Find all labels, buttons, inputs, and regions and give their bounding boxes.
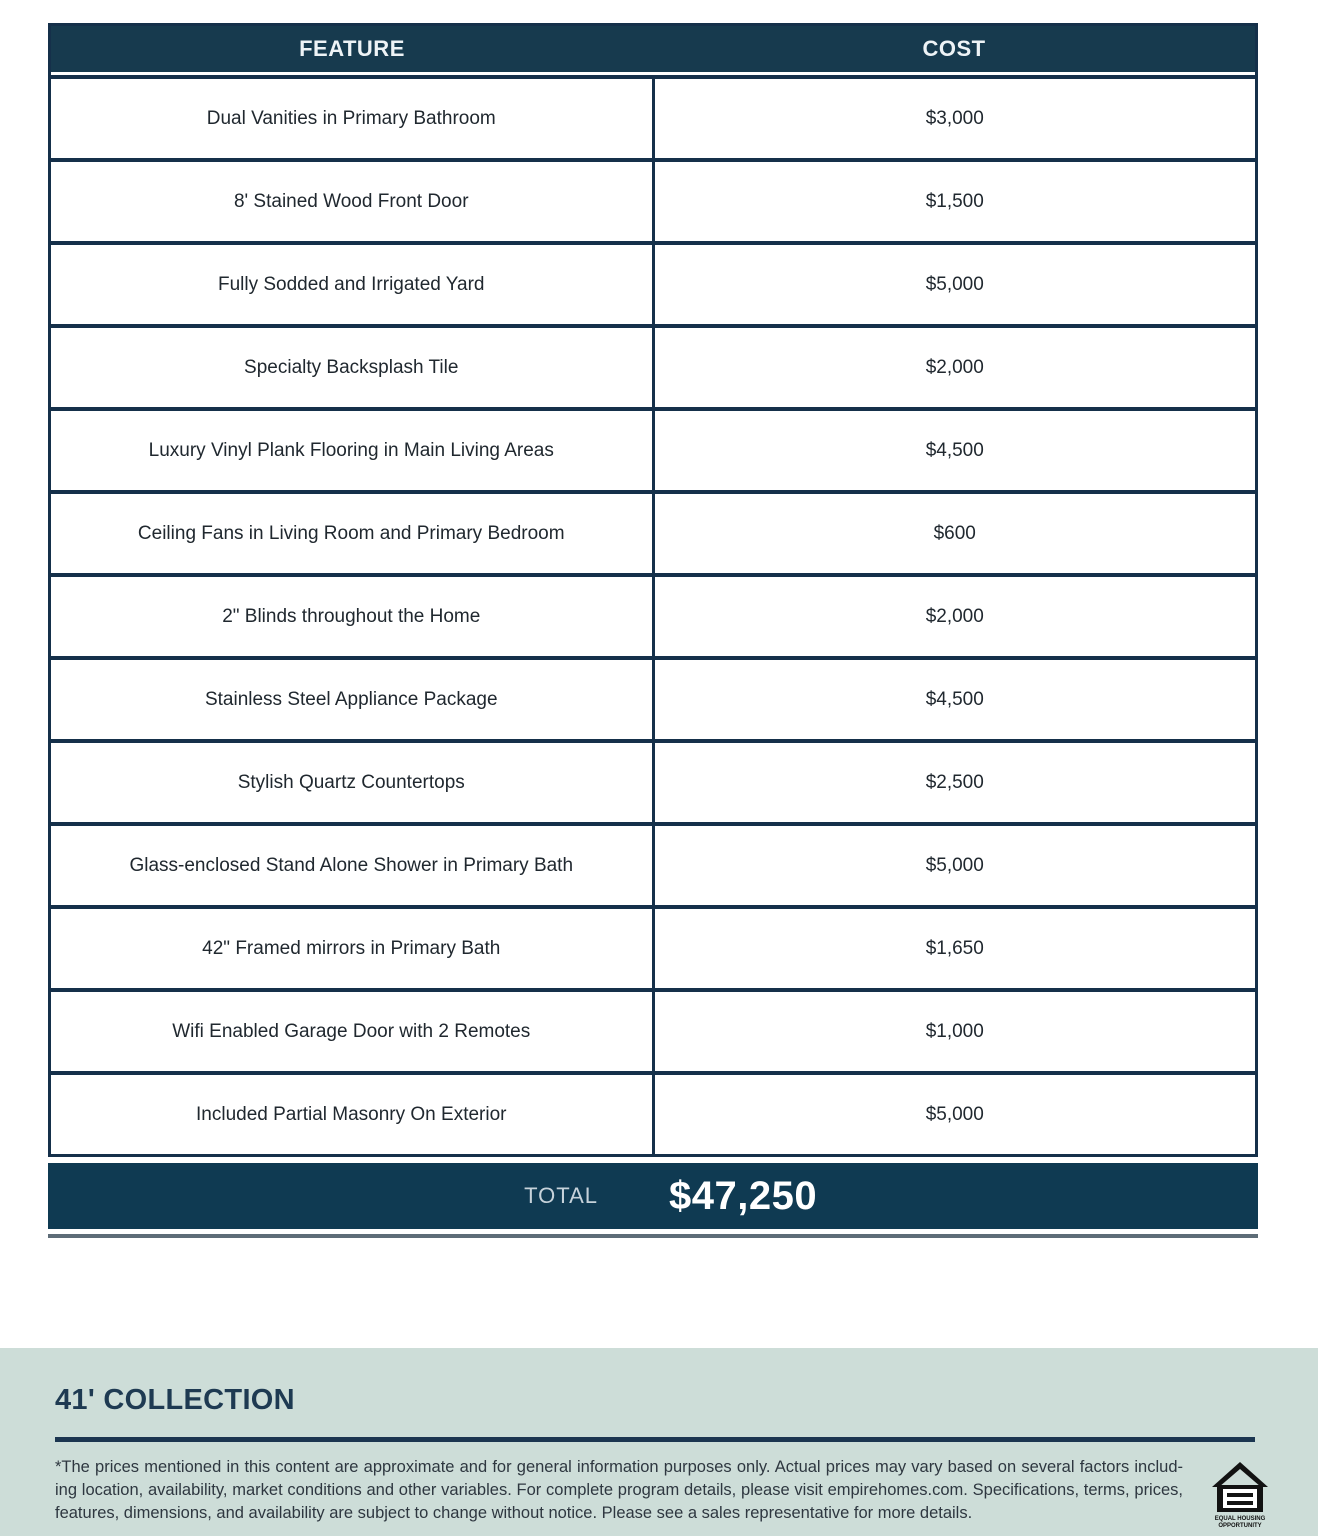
pricing-table	[48, 23, 1258, 1157]
feature-cell: Ceiling Fans in Living Room and Primary Bedroom	[51, 494, 655, 573]
table-row	[51, 905, 1255, 988]
cost-cell: $1,500	[925, 190, 984, 212]
feature-cell: Dual Vanities in Primary Bathroom	[51, 79, 655, 158]
feature-cell: 42" Framed mirrors in Primary Bath	[51, 909, 655, 988]
cost-cell: $2,500	[925, 771, 984, 793]
equal-housing-icon	[1212, 1462, 1268, 1530]
table-row	[51, 241, 1255, 324]
cost-cell: $1,000	[925, 1020, 984, 1042]
equal-housing-logo	[1212, 1462, 1268, 1530]
table-row	[51, 490, 1255, 573]
table-row	[51, 158, 1255, 241]
header-cost-label: COST	[922, 36, 986, 61]
footer-section	[0, 1348, 1318, 1536]
table-row	[51, 988, 1255, 1071]
cost-cell: $4,500	[925, 439, 984, 461]
feature-cell: Specialty Backsplash Tile	[51, 328, 655, 407]
table-row	[51, 324, 1255, 407]
feature-cell: Stylish Quartz Countertops	[51, 743, 655, 822]
total-row	[48, 1163, 1258, 1229]
feature-cell: 8' Stained Wood Front Door	[51, 162, 655, 241]
table-row	[51, 822, 1255, 905]
table-row	[51, 1071, 1255, 1154]
feature-cell: Wifi Enabled Garage Door with 2 Remotes	[51, 992, 655, 1071]
cost-cell: $5,000	[925, 273, 984, 295]
total-value: $47,250	[669, 1173, 818, 1218]
divider-rule	[55, 1437, 1255, 1442]
total-label: TOTAL	[524, 1183, 598, 1208]
cost-cell: $2,000	[925, 356, 984, 378]
table-row	[51, 656, 1255, 739]
cost-cell: $4,500	[925, 688, 984, 710]
cost-cell: $1,650	[925, 937, 984, 959]
table-header-row	[51, 26, 1255, 72]
table-row	[51, 739, 1255, 822]
feature-cell: Fully Sodded and Irrigated Yard	[51, 245, 655, 324]
feature-cell: Glass-enclosed Stand Alone Shower in Primary Bath	[51, 826, 655, 905]
table-row	[51, 407, 1255, 490]
header-feature-label: FEATURE	[299, 36, 405, 61]
logo-text-line1: EQUAL HOUSING	[1214, 1516, 1266, 1522]
feature-cell: Stainless Steel Appliance Package	[51, 660, 655, 739]
logo-text-line2: OPPORTUNITY	[1218, 1523, 1262, 1529]
cost-cell: $3,000	[925, 107, 984, 129]
disclaimer-text: *The prices mentioned in this content are approximate and for general information purposes only. Actual prices may vary based on several factors includ-ing location, availability, market conditions and other variables. For complete program details, please visit empirehomes.com. Specifications, terms, prices, features, dimensions, and availability are subject to change without notice. Please see a sales representative for more details.	[55, 1458, 1183, 1522]
cost-cell: $2,000	[925, 605, 984, 627]
cost-cell: $600	[933, 522, 976, 544]
feature-cell: Luxury Vinyl Plank Flooring in Main Living Areas	[51, 411, 655, 490]
total-row-shadow	[48, 1234, 1258, 1238]
cost-cell: $5,000	[925, 1103, 984, 1125]
cost-cell: $5,000	[925, 854, 984, 876]
table-row	[51, 573, 1255, 656]
collection-heading: 41' COLLECTION	[55, 1384, 295, 1416]
feature-cell: 2" Blinds throughout the Home	[51, 577, 655, 656]
feature-cell: Included Partial Masonry On Exterior	[51, 1075, 655, 1154]
table-row	[51, 75, 1255, 158]
